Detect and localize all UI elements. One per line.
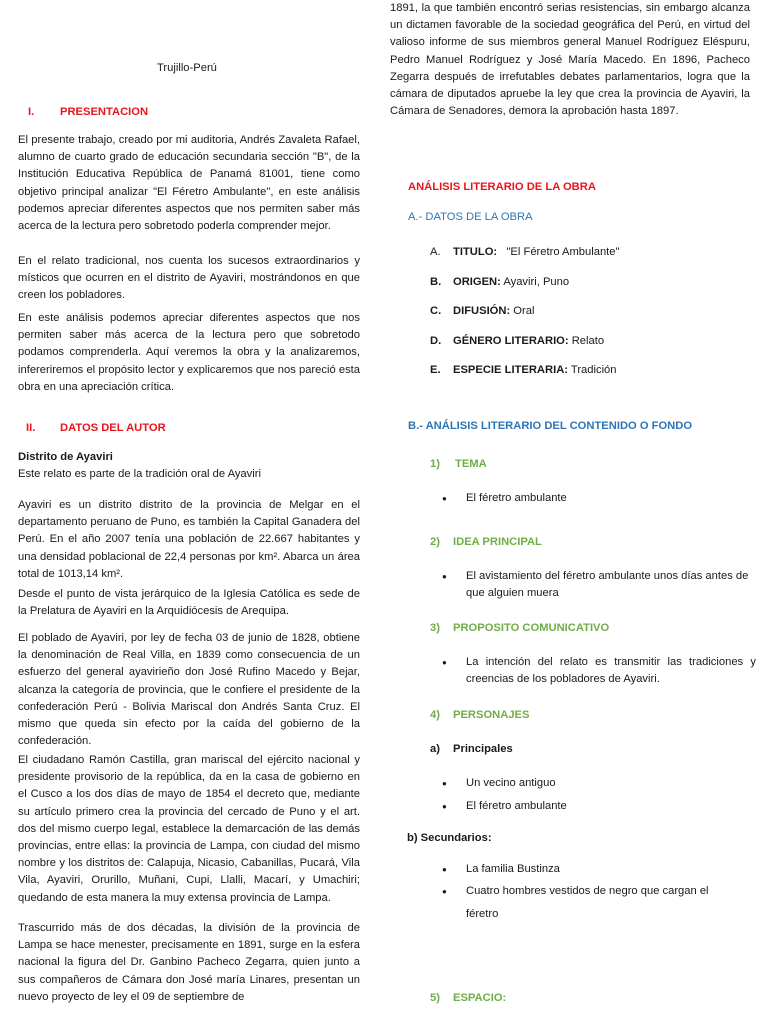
principales-item: ● Un vecino antiguo	[466, 775, 556, 792]
author-paragraph-5: Trascurrido más de dos décadas, la división de la provincia de Lampa se hace menester, precisamente en 1891, surge en la esfera nacional la figura del Dr. Ganbino Pacheco Zegarra, quien junto a sus compañeros de Cámara don José maría Linares, presentan un nuevo proyecto de ley el 09 de septiembre de	[18, 922, 360, 1003]
secundarios-item-continued: féretro	[466, 908, 499, 920]
datos-value: Tradición	[570, 364, 617, 376]
presentation-paragraph-3: En este análisis podemos apreciar diferentes aspectos que nos permiten saber más acerca de la lectura pero que sobretodo podamos comprenderla. Aquí veremos la obra y la analizaremos, infereriremos el propósito lector y explicaremos que nos pareció esta obra en una apreciación crítica.	[18, 312, 360, 393]
proposito-bullet: ● La intención del relato es transmitir las tradiciones y creencias de los pobladores de Ayaviri.	[466, 654, 756, 688]
secundarios-item: ● La familia Bustinza	[466, 861, 560, 878]
datos-item-letter: D.	[430, 335, 442, 347]
datos-label: DIFUSIÓN:	[453, 305, 511, 317]
datos-value: Oral	[513, 305, 535, 317]
datos-label: TITULO:	[453, 246, 498, 258]
tema-number: 1)	[430, 458, 440, 470]
section-2-title: DATOS DEL AUTOR	[60, 422, 166, 434]
datos-item-letter: C.	[430, 305, 442, 317]
presentation-paragraph-2: En el relato tradicional, nos cuenta los sucesos extraordinarios y místicos que ocurren en el distrito de Ayaviri, mostrándonos en que creen los pobladores.	[18, 255, 360, 302]
proposito-title: PROPOSITO COMUNICATIVO	[453, 622, 610, 634]
datos-item	[453, 362, 617, 379]
principales-title: Principales	[453, 743, 513, 755]
datos-value: Ayaviri, Puno	[503, 276, 570, 288]
section-1-number: I.	[28, 106, 35, 118]
section-2-number: II.	[26, 422, 36, 434]
datos-item	[453, 333, 604, 350]
datos-value: "El Féretro Ambulante"	[506, 246, 620, 258]
section-1-title: PRESENTACION	[60, 106, 149, 118]
district-subtitle: Distrito de Ayaviri	[18, 451, 113, 463]
header-location: Trujillo-Perú	[157, 62, 217, 74]
datos-label: ESPECIE LITERARIA:	[453, 364, 568, 376]
author-paragraph-4: El ciudadano Ramón Castilla, gran mariscal del ejército nacional y presidente provisorio de la república, da en la casa de gobierno en el Cusco a los dos días de mayo de 1854 el decreto que, mediante su artículo primero crea la provincia del cercado de Puno y el art. dos del mismo cuerpo legal, establece la demarcación de las demás provincias, entre ellas: la provincia de Lampa, con ciudad del mismo nombre y los distritos de: Calapuja, Nicasio, Cabanillas, Pucará, Vila Vila, Ayaviri, Orurillo, Muñani, Cupi, Llalli, Macarí, y Umachiri; quedando de esta manera la muy extensa provincia de Lampa.	[18, 754, 360, 904]
idea-bullet: ● El avistamiento del féretro ambulante unos días antes de que alguien muera	[466, 568, 756, 602]
datos-obra-title: A.- DATOS DE LA OBRA	[408, 211, 533, 223]
personajes-title: PERSONAJES	[453, 709, 530, 721]
personajes-number: 4)	[430, 709, 440, 721]
datos-item	[453, 244, 620, 261]
datos-item-letter: B.	[430, 276, 442, 288]
secundarios-title: b) Secundarios:	[407, 832, 492, 844]
presentation-paragraph-1: El presente trabajo, creado por mi auditoria, Andrés Zavaleta Rafael, alumno de cuarto grado de educación secundaria sección "B", de la Institución Educativa República de Panamá 81001, tiene como objetivo principal analizar "El Féretro Ambulante", en este análisis podemos apreciar diferentes aspectos que nos permiten saber más acerca de la lectura pero sobretodo poderla comprender mejor.	[18, 134, 360, 233]
district-subline: Este relato es parte de la tradición oral de Ayaviri	[18, 468, 261, 480]
proposito-number: 3)	[430, 622, 440, 634]
datos-value: Relato	[571, 335, 605, 347]
datos-label: GÉNERO LITERARIO:	[453, 335, 569, 347]
author-paragraph-2: Desde el punto de vista jerárquico de la Iglesia Católica es sede de la Prelatura de Ayaviri en la Arquidiócesis de Arequipa.	[18, 588, 360, 618]
principales-label: a)	[430, 743, 440, 755]
datos-label: ORIGEN:	[453, 276, 501, 288]
espacio-number: 5)	[430, 992, 440, 1004]
secundarios-item: ● Cuatro hombres vestidos de negro que cargan el	[466, 883, 709, 900]
datos-item-letter: A.	[430, 246, 441, 258]
idea-title: IDEA PRINCIPAL	[453, 536, 542, 548]
datos-item-letter: E.	[430, 364, 441, 376]
idea-number: 2)	[430, 536, 440, 548]
datos-item	[453, 303, 534, 320]
contenido-title: B.- ANÁLISIS LITERARIO DEL CONTENIDO O FONDO	[408, 420, 693, 432]
tema-bullet: ● El féretro ambulante	[466, 490, 567, 507]
espacio-title: ESPACIO:	[453, 992, 507, 1004]
author-paragraph-3: El poblado de Ayaviri, por ley de fecha 03 de junio de 1828, obtiene la denominación de Real Villa, en 1839 como consecuencia de un esfuerzo del general ayavirieño don José Rufino Macedo y Bejar, alcanza la categoría de provincia, que le confiere el presidente de la confederación Perú - Bolivia Mariscal don Andrés Santa Cruz. El mismo que queda sin efecto por la caída del gobierno de la confederación.	[18, 632, 360, 748]
tema-title: TEMA	[455, 458, 487, 470]
author-paragraph-1: Ayaviri es un distrito distrito de la provincia de Melgar en el departamento peruano de Puno, es también la Capital Ganadera del Perú. En el año 2007 tenía una población de 22.667 habitantes y una densidad poblacional de 22,4 personas por km². Abarca un área total de 1013,14 km².	[18, 499, 360, 580]
datos-item	[453, 274, 569, 291]
analysis-title: ANÁLISIS LITERARIO DE LA OBRA	[408, 181, 596, 193]
continued-paragraph: 1891, la que también encontró serias resistencias, sin embargo alcanza un dictamen favorable de la sociedad geográfica del Perú, en virtud del valioso informe de sus miembros general Manuel Rodríguez Eléspuru, Pedro Manuel Rodríguez y José María Macedo. En 1896, Pacheco Zegarra después de irrefutables debates parlamentarios, logra que la cámara de diputados apruebe la ley que crea la provincia de Ayaviri, la Cámara de Senadores, demora la aprobación hasta 1897.	[390, 2, 750, 118]
principales-item: ● El féretro ambulante	[466, 798, 567, 815]
